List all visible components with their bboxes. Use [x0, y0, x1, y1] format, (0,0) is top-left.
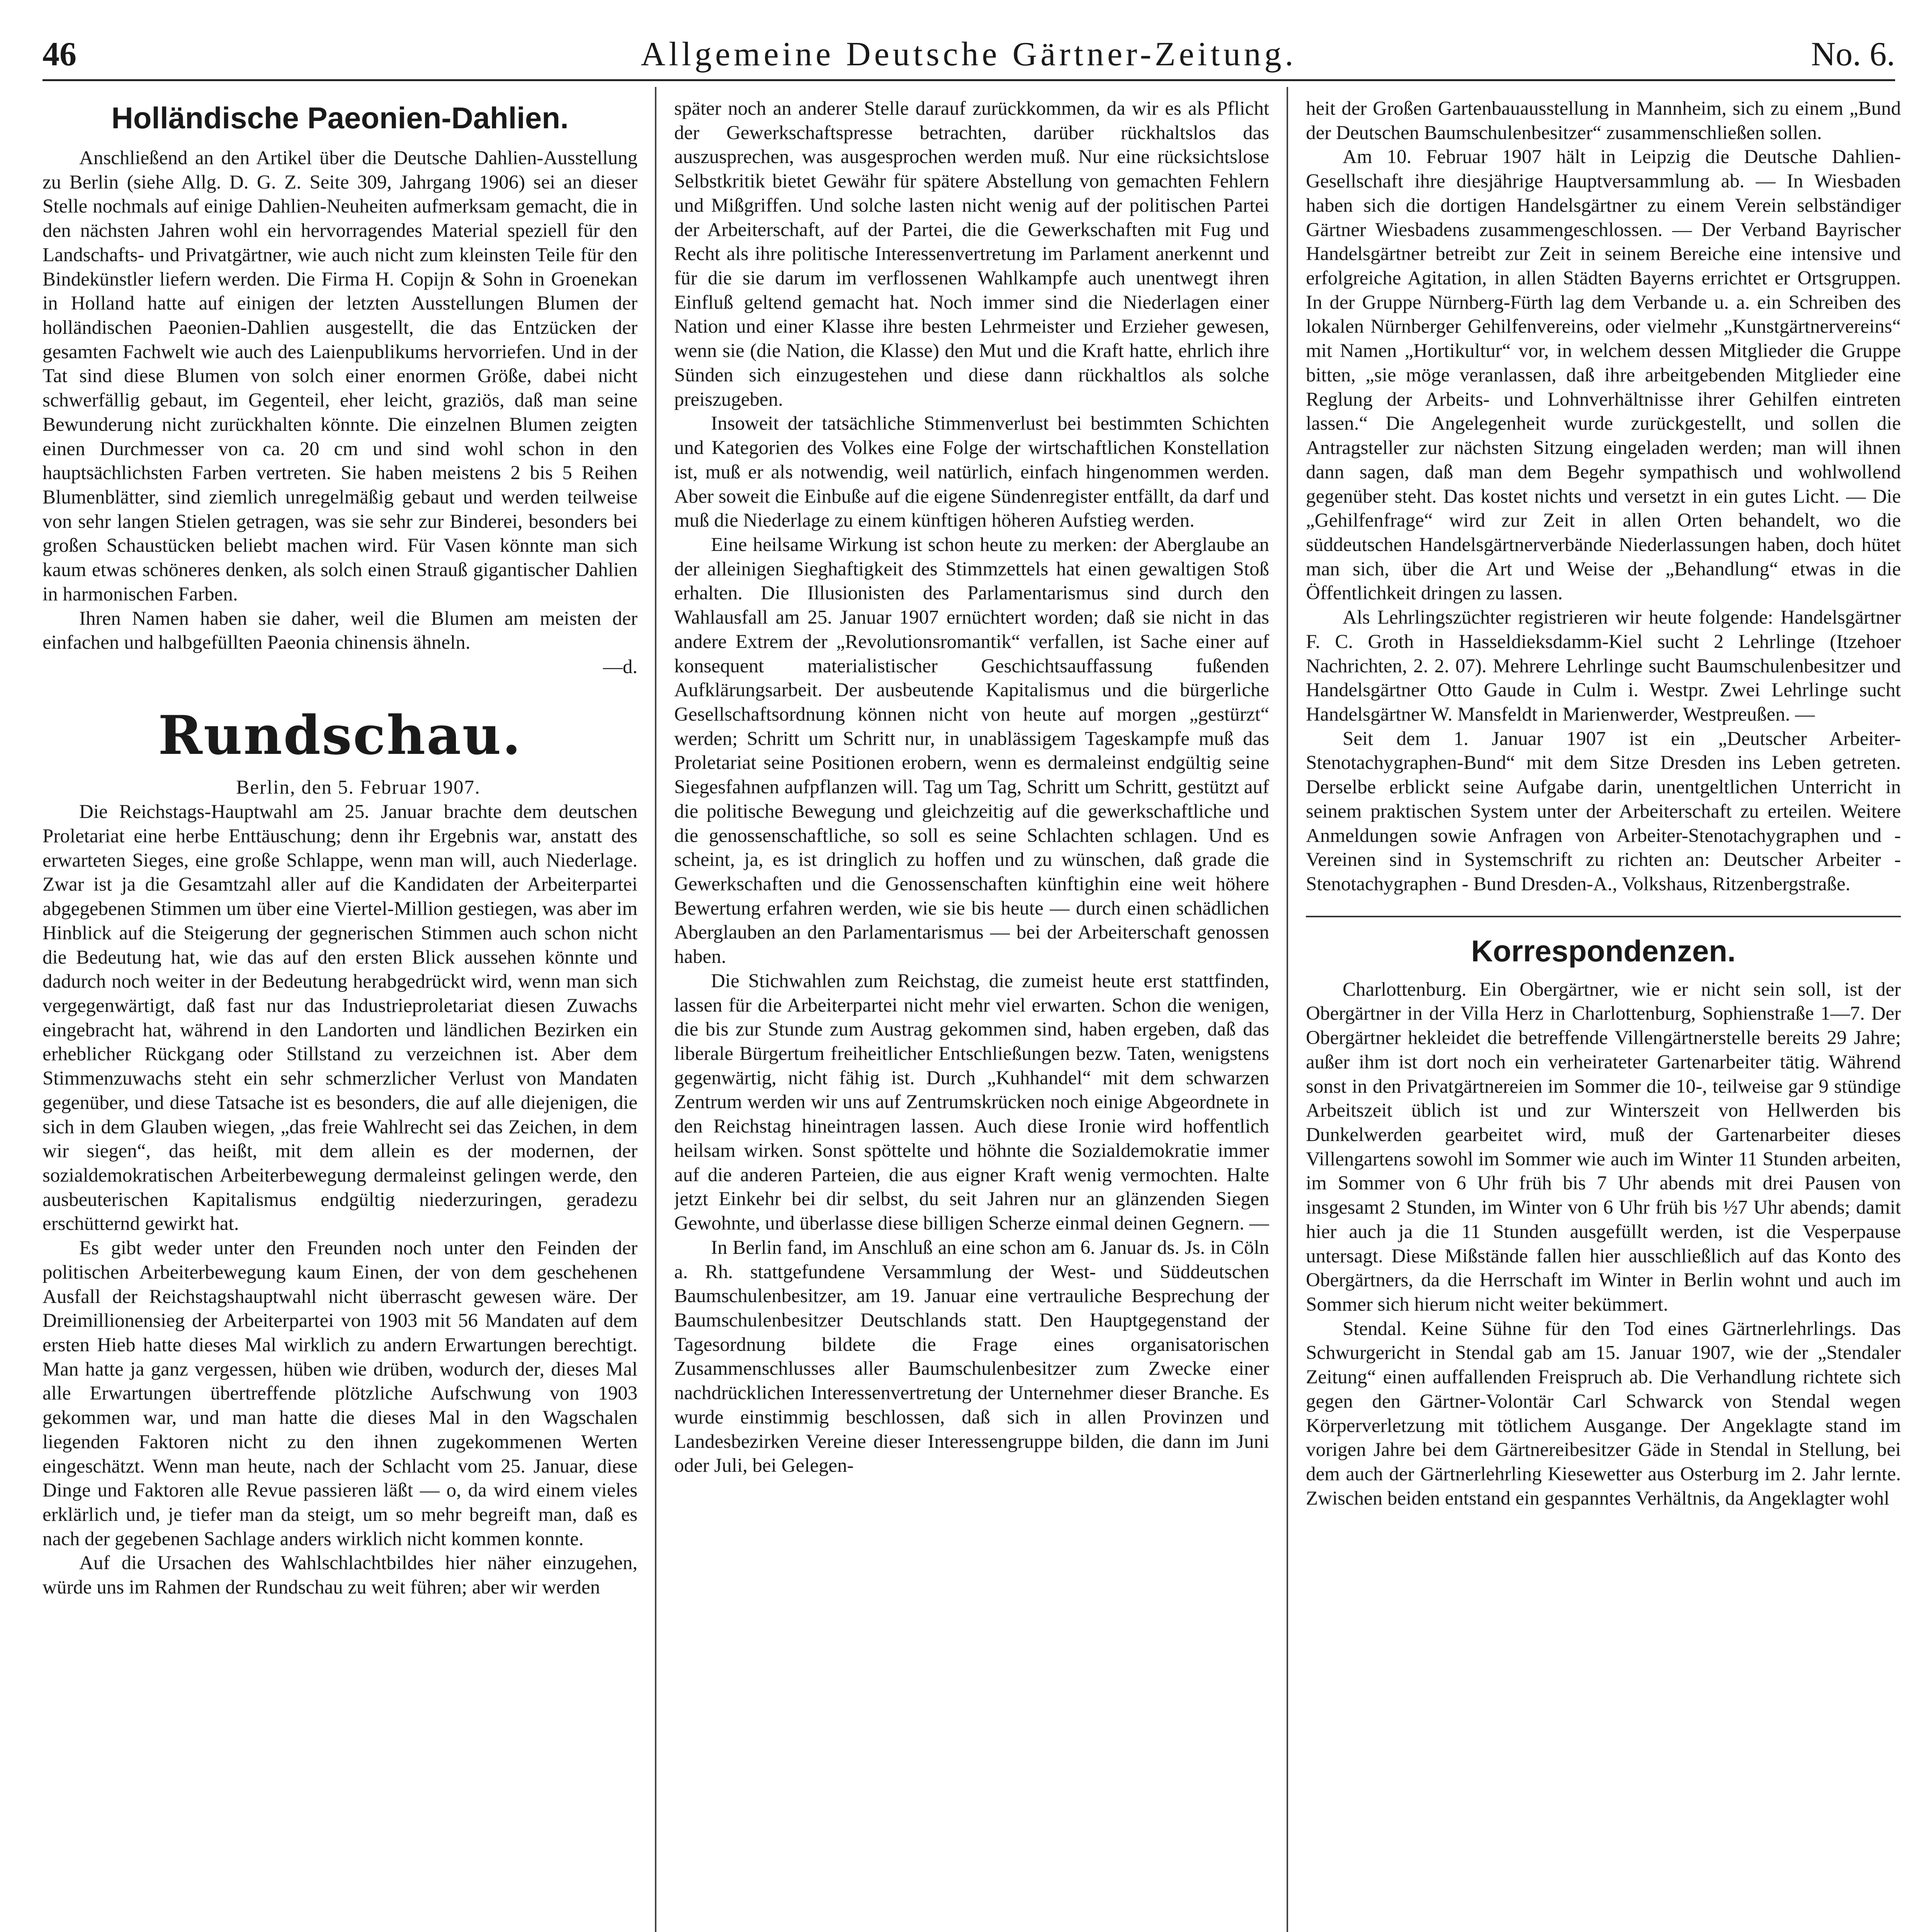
column-divider-2 [1287, 87, 1288, 1932]
article-paragraph: Die Stichwahlen zum Reichstag, die zumeist heute erst stattfinden, lassen für die Arbeiterpartei nicht mehr viel erwarten. Schon die wenigen, die bis zur Stunde zum Austrag gekommen sind, haben ergeben, daß das liberale Bürgertum freiheitlicher Entschließungen bezw. Taten, wenigstens gegenwärtig, nicht fähig ist. Durch „Kuhhandel“ mit dem schwarzen Zentrum werden wir uns auf Zentrumskrücken noch einige Abgeordnete in den Reichstag hineintragen lassen. Auch diese Ironie wird hoffentlich heilsam wirken. Sonst spöttelte und höhnte die Sozialdemokratie immer auf die anderen Parteien, die aus eigner Kraft wenig vermochten. Halte jetzt Einkehr bei dir selbst, du seit Jahren nur an glänzenden Siegen Gewohnte, und überlasse diese billigen Scherze einmal deinen Gegnern. — [674, 970, 1269, 1235]
page-number: 46 [42, 36, 76, 73]
article-signature: —d. [603, 656, 637, 678]
article-paragraph: Insoweit der tatsächliche Stimmenverlust bei bestimmten Schichten und Kategorien des Volkes eine Folge der wirtschaftlichen Konstellation ist, muß er als notwendig, weil natürlich, einfach hingenommen werden. Aber soweit die Einbuße auf die eigene Sündenregister entfällt, da darf und muß die Niederlage zu einem künftigen höheren Aufstieg werden. [674, 413, 1269, 532]
section-divider [1306, 916, 1901, 917]
article-paragraph: Am 10. Februar 1907 hält in Leipzig die Deutsche Dahlien-Gesellschaft ihre diesjährige Hauptversammlung ab. — In Wiesbaden haben sich die dortigen Handelsgärtner zu einem Verein selbständiger Gärtner Wiesbadens zusammengeschlossen. — Der Verband Bayrischer Handelsgärtner betreibt zur Zeit in seinem Bereiche eine intensive und erfolgreiche Agitation, in allen Städten Bayerns errichtet er Ortsgruppen. In der Gruppe Nürnberg-Fürth lag dem Verbande u. a. ein Schreiben des lokalen Nürnberger Gehilfenvereins, oder vielmehr „Kunstgärtnervereins“ mit Namen „Hortikultur“ vor, in welchem dessen Mitglieder die Gruppe bitten, „sie möge veranlassen, daß ihre arbeitgebenden Mitglieder eine Reglung der Arbeits- und Lohnverhältnisse ihrer Gehilfen eintreten lassen.“ Die Angelegenheit wurde zurückgestellt, und sollen die Antragsteller zur nächsten Sitzung eingeladen werden; man will ihnen dann sagen, daß man dem Begehr sympathisch und wohlwollend gegenüber steht. Das kostet nichts und versetzt in ein gutes Licht. — Die „Gehilfenfrage“ wird zur Zeit in allen Orten behandelt, wo die süddeutschen Handelsgärtnerverbände Niederlassungen haben, doch hütet man sich, über die Art und Weise der „Behandlung“ etwas in die Öffentlichkeit dringen zu lassen. [1306, 146, 1901, 604]
article-paragraph: Auf die Ursachen des Wahlschlachtbildes hier näher einzugehen, würde uns im Rahmen der Rundschau zu weit führen; aber wir werden [42, 1552, 637, 1599]
article-paragraph: Seit dem 1. Januar 1907 ist ein „Deutscher Arbeiter-Stenotachygraphen-Bund“ mit dem Sitze Dresden ins Leben getreten. Derselbe erblickt seine Aufgabe darin, unentgeltlichen Unterricht in seinem praktischen System unter der Arbeiterschaft zu erteilen. Weitere Anmeldungen sowie Anfragen von Arbeiter-Stenotachygraphen und -Vereinen sind in Systemschrift zu richten an: Deutscher Arbeiter - Stenotachygraphen - Bund Dresden-A., Volkshaus, Ritzenbergstraße. [1306, 728, 1901, 895]
article-paragraph: Anschließend an den Artikel über die Deutsche Dahlien-Ausstellung zu Berlin (siehe Allg. D. G. Z. Seite 309, Jahrgang 1906) sei an dieser Stelle nochmals auf einige Dahlien-Neuheiten aufmerksam gemacht, die in den nächsten Jahren wohl ein hervorragendes Material speziell für den Landschafts- und Privatgärtner, wie auch nicht zum kleinsten Teile für den Bindekünstler liefern werden. Die Firma H. Copijn & Sohn in Groenekan in Holland hatte auf einigen der letzten Ausstellungen Blumen der holländischen Paeonien-Dahlien ausgestellt, die das Entzücken der gesamten Fachwelt wie auch des Laienpublikums hervorriefen. Und in der Tat sind diese Blumen von solch einer enormen Größe, dabei nicht schwerfällig gebaut, im Gegenteil, eher leicht, graziös, daß man seine Bewunderung nicht zurückhalten könnte. Die einzelnen Blumen zeigten einen Durchmesser von ca. 20 cm und sind wohl schon in den hauptsächlichsten Farben vertreten. Sie haben meistens 2 bis 5 Reihen Blumenblätter, sind ziemlich unregelmäßig gebaut und werden teilweise von sehr langen Stielen getragen, was sie sehr zur Binderei, besonders bei großen Schaustücken beliebt machen wird. Für Vasen könnte man sich kaum etwas schöneres denken, als solch einen Strauß gigantischer Dahlien in harmonischen Farben. [42, 147, 637, 605]
article-paragraph: heit der Großen Gartenbauausstellung in Mannheim, sich zu einem „Bund der Deutschen Baumschulenbesitzer“ zusammenschließen sollen. [1306, 98, 1901, 144]
article-paragraph: Es gibt weder unter den Freunden noch unter den Feinden der politischen Arbeiterbewegung kaum Einen, der von dem geschehenen Ausfall der Reichstagshauptwahl nicht überrascht gewesen wäre. Der Dreimillionensieg der Arbeiterpartei von 1903 mit 56 Mandaten auf dem ersten Hieb hatte dieses Mal wirklich zu andern Erwartungen berechtigt. Man hatte ja ganz vergessen, hüben wie drüben, wodurch der, dieses Mal alle Erwartungen übertreffende plötzliche Aufschwung von 1903 gekommen war, und man hatte die dieses Mal in den Wagschalen liegenden Faktoren nicht zu den ihnen zugekommenen Werten eingeschätzt. Wenn man heute, nach der Schlacht vom 25. Januar, diese Dinge und Faktoren alle Revue passieren läßt — o, da wird einem vieles erklärlich und, je tiefer man da steigt, um so mehr begreift man, daß es nach der gegebenen Sachlage anders wirklich nicht kommen konnte. [42, 1237, 637, 1550]
article-paragraph: Ihren Namen haben sie daher, weil die Blumen am meisten der einfachen und halbgefüllten Paeonia chinensis ähneln. [42, 607, 637, 654]
column-3 [1306, 97, 1901, 1932]
section-title-rundschau: Rundschau. [158, 703, 522, 767]
section-title-korrespondenzen: Korrespondenzen. [1471, 934, 1736, 968]
issue-number: No. 6. [1811, 36, 1895, 73]
page-header [42, 23, 1895, 77]
article-paragraph: Stendal. Keine Sühne für den Tod eines Gärtnerlehrlings. Das Schwurgericht in Stendal gab am 15. Januar 1907, wie der „Stendaler Zeitung“ einen auffallenden Freispruch ab. Die Verhandlung richtete sich gegen den Gärtner-Volontär Carl Schwarck von Stendal wegen Körperverletzung mit tötlichem Ausgange. Der Angeklagte stand im vorigen Jahre bei dem Gärtnereibesitzer Gäde in Stendal in Stellung, bei dem auch der Gärtnerlehrling Kiesewetter aus Osterburg im 2. Jahr lernte. Zwischen beiden entstand ein gespanntes Verhältnis, da Angeklagter wohl [1306, 1318, 1901, 1509]
article-paragraph: Die Reichstags-Hauptwahl am 25. Januar brachte dem deutschen Proletariat eine herbe Enttäuschung; denn ihr Ergebnis war, anstatt des erwarteten Sieges, eine große Schlappe, wenn man will, auch Niederlage. Zwar ist ja die Gesamtzahl aller auf die Kandidaten der Arbeiterpartei abgegebenen Stimmen um über eine Viertel-Million gestiegen, was aber im Hinblick auf die Steigerung der gegnerischen Stimmen auch schon nicht die Bedeutung hat, wie das auf den ersten Blick aussehen könnte und dadurch noch weiter in der Bedeutung herabgedrückt wird, wenn man sich vergegenwärtigt, daß fast nur das Industrieproletariat diesen Zuwachs eingebracht hat, während in den Landorten und ländlichen Bezirken ein erheblicher Rückgang oder Stillstand zu verzeichnen ist. Aber dem Stimmenzuwachs steht ein sehr schmerzlicher Verlust von Mandaten gegenüber, und diese Tatsache ist es besonders, die auf alle diejenigen, die sich in dem Glauben wiegen, „das freie Wahlrecht sei das Zeichen, in dem wir siegen“, das heißt, mit dem allein es der modernen, der sozialdemokratischen Arbeiterbewegung dermaleinst gelingen werde, den ausbeuterischen Kapitalismus endgültig niederzuringen, geradezu erschütternd gewirkt hat. [42, 801, 637, 1235]
article-title-paeonien-dahlien: Holländische Paeonien-Dahlien. [111, 101, 569, 135]
dateline: Berlin, den 5. Februar 1907. [236, 777, 481, 799]
publication-title: Allgemeine Deutsche Gärtner-Zeitung. [641, 36, 1297, 73]
article-paragraph: Als Lehrlingszüchter registrieren wir heute folgende: Handelsgärtner F. C. Groth in Hasseldieksdamm-Kiel sucht 2 Lehrlinge (Itzehoer Nachrichten, 2. 2. 07). Mehrere Lehrlinge sucht Baumschulenbesitzer und Handelsgärtner Otto Gaude in Culm i. Westpr. Zwei Lehrlinge sucht Handelsgärtner W. Mansfeldt in Marienwerder, Westpreußen. — [1306, 607, 1901, 725]
column-1 [42, 97, 637, 1932]
column-divider-1 [655, 87, 656, 1932]
article-paragraph: Eine heilsame Wirkung ist schon heute zu merken: der Aberglaube an der alleinigen Sieghaftigkeit des Stimmzettels hat einen gewaltigen Stoß erhalten. Die Illusionisten des Parlamentarismus sind durch den Wahlausfall am 25. Januar 1907 ernüchtert worden; daß sie nicht in das andere Extrem der „Revolutionsromantik“ verfallen, ist Sache einer auf konsequent materialistischer Geschichtsauffassung fußenden Aufklärungsarbeit. Der ausbeutende Kapitalismus und die bürgerliche Gesellschaftsordnung können nicht von heute auf morgen „gestürzt“ werden; Schritt um Schritt nur, in unablässigem Tageskampfe muß das Proletariat seine Positionen erobern, wenn es dermaleinst endgültig seine Siegesfahnen aufpflanzen will. Tag um Tag, Schritt um Schritt, gestützt auf die politische Bewegung und gleichzeitig auf die gewerkschaftliche und die genossenschaftliche, so soll es seine Schlachten schlagen. Und es scheint, ja, es ist dringlich zu hoffen und zu wünschen, daß grade die Gewerkschaften und die Genossenschaften künftighin eine weit höhere Bewertung erfahren werden, wie sie bis heute — durch einen schädlichen Aberglauben an den Parlamentarismus — bei der Arbeiterschaft genossen haben. [674, 534, 1269, 968]
article-paragraph: In Berlin fand, im Anschluß an eine schon am 6. Januar ds. Js. in Cöln a. Rh. stattgefundene Versammlung der West- und Süddeutschen Baumschulenbesitzer, am 19. Januar eine vertrauliche Besprechung der Baumschulenbesitzer Deutschlands statt. Den Hauptgegenstand der Tagesordnung bildete die Frage eines organisatorischen Zusammenschlusses aller Baumschulenbesitzer zum Zwecke einer nachdrücklichen Interessenvertretung der Unternehmer dieser Branche. Es wurde einstimmig beschlossen, daß sich in allen Provinzen und Landesbezirken Vereine dieser Interessengruppe bilden, die dann im Juni oder Juli, bei Gelegen- [674, 1236, 1269, 1477]
header-divider [42, 79, 1895, 81]
column-2 [674, 97, 1269, 1932]
article-paragraph: Charlottenburg. Ein Obergärtner, wie er nicht sein soll, ist der Obergärtner in der Villa Herz in Charlottenburg, Sophienstraße 1—7. Der Obergärtner hekleidet die betreffende Villengärtnerstelle bereits 29 Jahre; außer ihm ist dort noch ein verheirateter Gartenarbeiter tätig. Während sonst in den Privatgärtnereien im Sommer die 10-, teilweise gar 9 stündige Arbeitszeit üblich ist und zur Winterszeit von Hellwerden bis Dunkelwerden gearbeitet wird, muß der Gartenarbeiter dieses Villengartens sowohl im Sommer wie auch im Winter 11 Stunden arbeiten, im Sommer von 6 Uhr früh bis 7 Uhr abends mit drei Pausen von insgesamt 2 Stunden, im Winter von 6 Uhr früh bis ½7 Uhr abends; damit hier auch ja die 11 Stunden ausgefüllt werden, ist die Vesperpause untersagt. Diese Mißstände fallen hier ausschließlich auf das Konto des Obergärtners, da die Herrschaft im Winter in Berlin wohnt und auch im Sommer sich hierum nicht weiter bekümmert. [1306, 978, 1901, 1315]
article-paragraph: später noch an anderer Stelle darauf zurückkommen, da wir es als Pflicht der Gewerkschaftspresse betrachten, darüber rückhaltslos das auszusprechen, was ausgesprochen werden muß. Nur eine rücksichtslose Selbstkritik bietet Gewähr für spätere Abstellung von gemachten Fehlern und Mißgriffen. Und solche lasten nicht wenig auf der politischen Partei der Arbeiterschaft, auf der Partei, die die Gewerkschaften mit Fug und Recht als ihre politische Interessenvertretung im Parlament anerkennt und für die sie darum im verflossenen Wahlkampfe auch unentwegt ihren Einfluß geltend gemacht hat. Noch immer sind die Niederlagen einer Nation und einer Klasse ihre besten Lehrmeister und Erzieher gewesen, wenn sie (die Nation, die Klasse) den Mut und die Kraft hatte, ehrlich ihre Sünden sich einzugestehen und diese dann rückhaltlos als solche preiszugeben. [674, 98, 1269, 410]
